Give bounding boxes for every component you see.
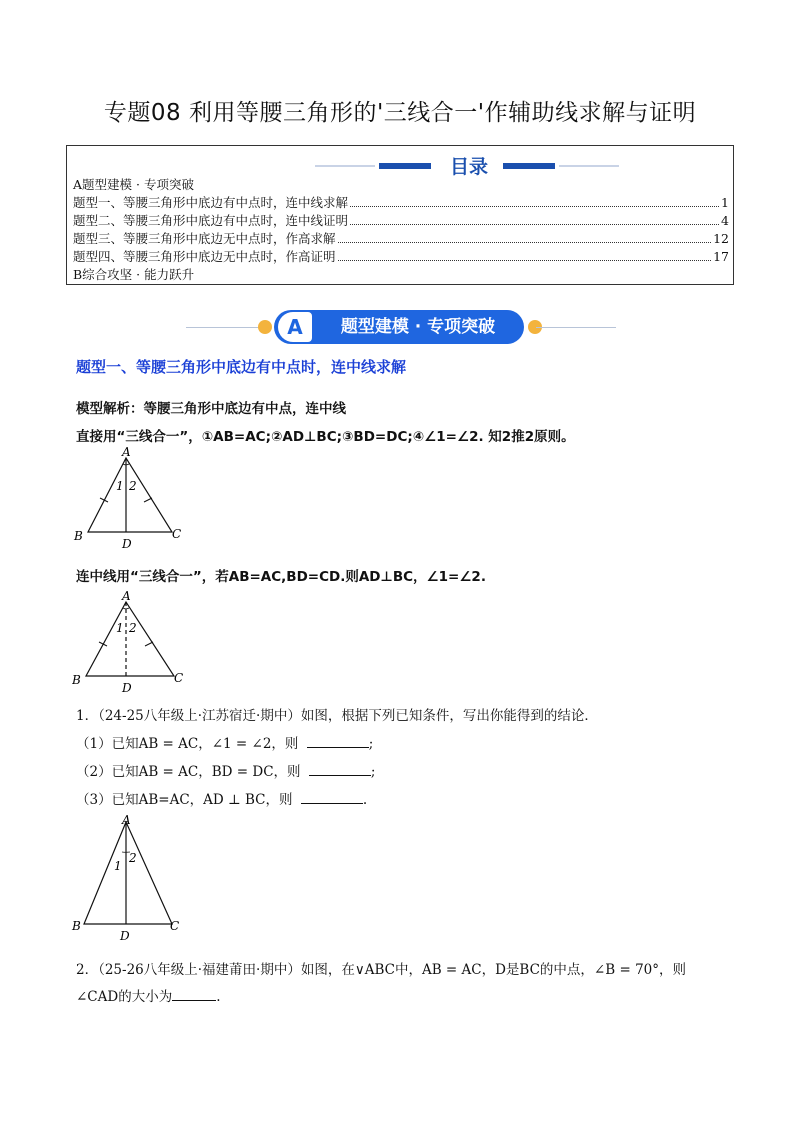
banner-line-left (186, 327, 266, 328)
part-2-text: （2）已知AB = AC，BD = DC，则 (76, 764, 301, 780)
connect-median-text: 连中线用“三线合一”，若AB=AC,BD=CD.则AD⊥BC，∠1=∠2. (76, 569, 486, 585)
table-of-contents (66, 145, 734, 285)
label-d: D (120, 929, 130, 943)
label-a: A (122, 813, 131, 827)
triangle-outline (86, 602, 174, 676)
toc-header (67, 152, 733, 178)
label-a: A (122, 445, 131, 459)
question-2-line-1: 2．（25-26八年级上·福建莆田·期中）如图，在∨ABC中，AB = AC，D是BC的中点，∠B = 70°，则 (76, 962, 686, 978)
banner-text: 题型建模 · 专项突破 (340, 317, 496, 337)
label-a: A (122, 589, 131, 603)
toc-divider-right (559, 165, 619, 167)
toc-divider-left (315, 165, 375, 167)
triangle-figure-2 (72, 588, 184, 696)
toc-label: 题型二、等腰三角形中底边有中点时，连中线证明 (73, 213, 349, 228)
direct-use-text: 直接用“三线合一”，①AB=AC;②AD⊥BC;③BD=DC;④∠1=∠2. 知2推2原则。 (76, 429, 575, 445)
toc-page: 1 (721, 195, 729, 210)
triangle-figure-3 (70, 812, 190, 944)
banner-letter: A (278, 312, 312, 342)
label-c: C (174, 671, 184, 685)
toc-leader (350, 224, 719, 225)
toc-row-a[interactable] (73, 176, 729, 194)
triangle-outline (88, 458, 172, 532)
toc-page: 12 (713, 231, 729, 246)
section-heading: 题型一、等腰三角形中底边有中点时，连中线求解 (76, 358, 407, 376)
toc-page: 4 (721, 213, 729, 228)
semicolon: ; (368, 736, 374, 752)
toc-bar-right (503, 163, 555, 169)
toc-label: 题型三、等腰三角形中底边无中点时，作高求解 (73, 231, 336, 246)
period: . (216, 989, 221, 1005)
label-d: D (122, 537, 132, 551)
angle-arc (123, 608, 129, 609)
tick-mark-right (145, 642, 153, 646)
banner-dot-left (258, 320, 272, 334)
semicolon: ; (370, 764, 376, 780)
toc-row-type1[interactable] (73, 194, 729, 212)
period: . (362, 792, 368, 808)
answer-blank-q2[interactable] (172, 988, 216, 1001)
answer-blank-2[interactable] (309, 763, 371, 776)
question-2-line-2 (76, 985, 221, 1005)
section-banner (186, 306, 616, 350)
question-1-part-2 (76, 760, 375, 780)
toc-row-type4[interactable] (73, 248, 729, 266)
label-b: B (72, 673, 81, 687)
q2-text: ∠CAD的大小为 (76, 989, 173, 1005)
toc-label: B综合攻坚 · 能力跃升 (73, 267, 195, 282)
banner-line-right (536, 327, 616, 328)
toc-label: A题型建模 · 专项突破 (73, 177, 194, 192)
label-d: D (122, 681, 132, 695)
label-b: B (72, 919, 81, 933)
part-3-text: （3）已知AB=AC，AD ⊥ BC，则 (76, 792, 293, 808)
part-1-text: （1）已知AB = AC，∠1 = ∠2，则 (76, 736, 299, 752)
page-title: 专题08 利用等腰三角形的'三线合一'作辅助线求解与证明 (103, 100, 697, 126)
model-analysis: 模型解析：等腰三角形中底边有中点，连中线 (76, 401, 346, 417)
toc-leader (338, 242, 712, 243)
toc-bar-left (379, 163, 431, 169)
answer-blank-1[interactable] (307, 735, 369, 748)
toc-title: 目录 (449, 156, 488, 178)
toc-leader (350, 206, 719, 207)
label-c: C (172, 527, 182, 541)
triangle-figure-1 (72, 444, 184, 552)
angle-label-2: 2 (129, 479, 137, 493)
angle-label-1: 1 (114, 859, 122, 873)
answer-blank-3[interactable] (301, 791, 363, 804)
question-1-part-1 (76, 732, 373, 752)
toc-page: 17 (713, 249, 729, 264)
angle-label-2: 2 (129, 851, 137, 865)
toc-row-type3[interactable] (73, 230, 729, 248)
label-b: B (74, 529, 83, 543)
toc-label: 题型一、等腰三角形中底边有中点时，连中线求解 (73, 195, 349, 210)
angle-label-2: 2 (129, 621, 137, 635)
toc-leader (338, 260, 712, 261)
angle-label-1: 1 (116, 479, 124, 493)
label-c: C (170, 919, 180, 933)
toc-row-type2[interactable] (73, 212, 729, 230)
question-1-part-3 (76, 788, 367, 808)
toc-row-b[interactable] (73, 266, 729, 284)
toc-label: 题型四、等腰三角形中底边无中点时，作高证明 (73, 249, 336, 264)
question-1-stem: 1．（24-25八年级上·江苏宿迁·期中）如图，根据下列已知条件，写出你能得到的结论． (76, 708, 598, 724)
triangle-outline (84, 822, 172, 924)
tick-mark-right (144, 498, 152, 502)
angle-label-1: 1 (116, 621, 124, 635)
